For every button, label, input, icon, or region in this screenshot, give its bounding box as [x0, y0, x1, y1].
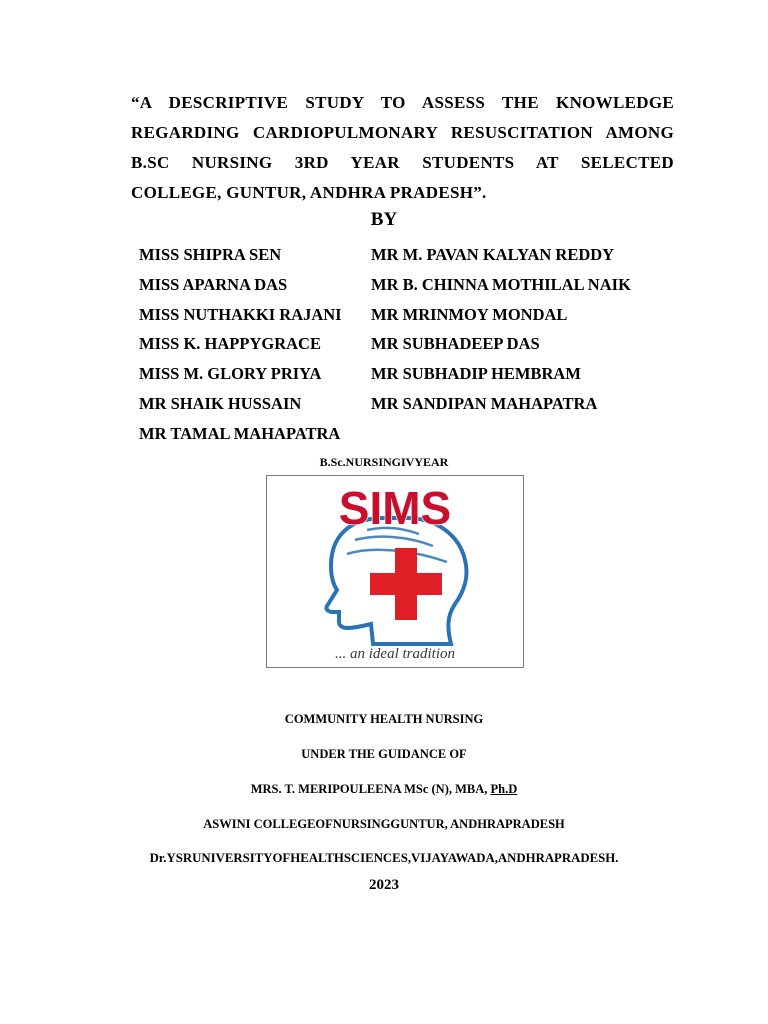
title-line-3: B.SC NURSING 3RD YEAR STUDENTS AT SELECTED — [131, 153, 674, 172]
university-name: Dr.YSRUNIVERSITYOFHEALTHSCIENCES,VIJAYAWADA,ANDHRAPRADESH. — [149, 851, 619, 865]
author-name: MR M. PAVAN KALYAN REDDY — [371, 245, 615, 264]
guide-name: MRS. T. MERIPOULEENA MSc (N), MBA, — [250, 782, 491, 796]
author-name: MISS NUTHAKKI RAJANI — [139, 304, 342, 324]
department-title: COMMUNITY HEALTH NURSING — [284, 712, 484, 726]
guide-line — [0, 780, 768, 798]
sims-logo-graphic — [267, 476, 523, 667]
author-name: MR B. CHINNA MOTHILAL NAIK — [371, 274, 631, 294]
authors-right-column — [371, 240, 631, 419]
author-name: MR SUBHADEEP DAS — [371, 334, 540, 354]
authors-left-column — [139, 240, 342, 449]
author-name: MISS SHIPRA SEN — [139, 245, 282, 264]
author-name: MR MRINMOY MONDAL — [371, 304, 568, 324]
guide-degree: Ph.D — [490, 782, 518, 796]
author-name: MISS K. HAPPYGRACE — [139, 334, 321, 354]
author-name: MR SUBHADIP HEMBRAM — [371, 364, 581, 384]
author-name: MISS APARNA DAS — [139, 274, 288, 294]
course-year: B.Sc.NURSINGIVYEAR — [319, 455, 449, 469]
title-line-2: REGARDING CARDIOPULMONARY RESUSCITATION AMONG — [131, 123, 674, 142]
author-name: MR SANDIPAN MAHAPATRA — [371, 393, 598, 413]
red-cross-icon — [370, 548, 442, 620]
publication-year: 2023 — [369, 877, 399, 893]
study-title — [131, 88, 674, 208]
title-line-4: COLLEGE, GUNTUR, ANDHRA PRADESH”. — [131, 183, 487, 202]
title-line-1: “A DESCRIPTIVE STUDY TO ASSESS THE KNOWLEDGE — [131, 93, 674, 112]
college-name: ASWINI COLLEGEOFNURSINGGUNTUR, ANDHRAPRADESH — [203, 817, 565, 831]
author-name: MISS M. GLORY PRIYA — [139, 364, 322, 384]
sims-logo — [266, 475, 524, 668]
author-name: MR SHAIK HUSSAIN — [139, 393, 302, 413]
logo-wordmark: SIMS — [338, 482, 452, 534]
author-name: MR TAMAL MAHAPATRA — [139, 423, 341, 443]
logo-tagline: ... an ideal tradition — [335, 646, 455, 662]
guidance-label: UNDER THE GUIDANCE OF — [301, 747, 467, 761]
by-label: BY — [370, 209, 398, 230]
